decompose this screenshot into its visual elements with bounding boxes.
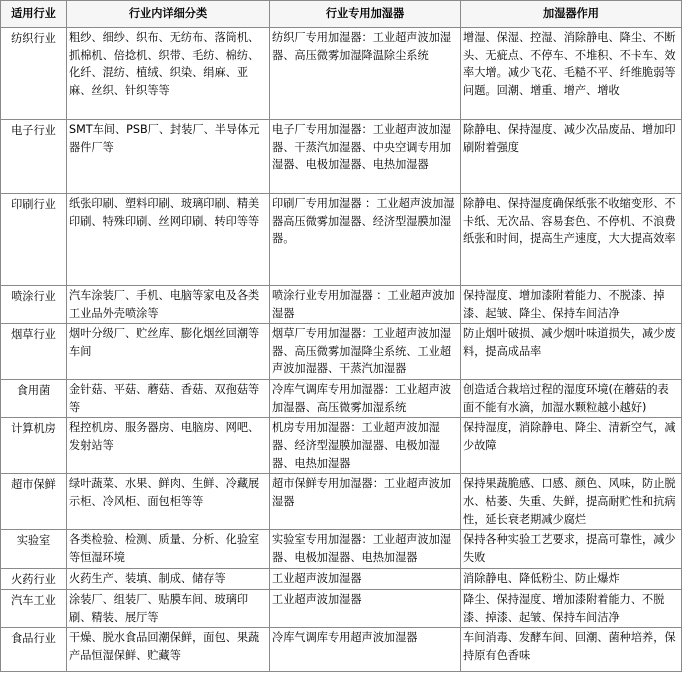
industry-cell: 喷涂行业 <box>1 286 67 324</box>
table-header-row <box>1 1 682 28</box>
effect-cell: 降尘、保持湿度、增加漆附着能力、不脱漆、掉漆、起皱、保持车间洁净 <box>461 590 682 628</box>
industry-cell: 食用菌 <box>1 380 67 418</box>
effect-cell: 消除静电、降低粉尘、防止爆炸 <box>461 568 682 590</box>
humidifier-cell: 纺织厂专用加湿器：工业超声波加湿器、高压微雾加湿降温除尘系统 <box>270 28 461 120</box>
subcategory-cell: 汽车涂装厂、手机、电脑等家电及各类工业品外壳喷涂等 <box>67 286 270 324</box>
table-row <box>1 28 682 120</box>
subcategory-cell: 干燥、脱水食品回潮保鲜，面包、果蔬产品恒湿保鲜、贮藏等 <box>67 628 270 672</box>
effect-cell: 保持湿度、增加漆附着能力、不脱漆、掉漆、起皱、降尘、保持车间洁净 <box>461 286 682 324</box>
subcategory-cell: 涂装厂、组装厂、贴膜车间、玻璃印刷、精装、展厅等 <box>67 590 270 628</box>
humidifier-cell: 超市保鲜专用加湿器：工业超声波加湿器 <box>270 474 461 530</box>
header-subcategory: 行业内详细分类 <box>67 1 270 28</box>
table-row <box>1 120 682 194</box>
table-row <box>1 530 682 568</box>
table-row <box>1 590 682 628</box>
humidifier-cell: 工业超声波加湿器 <box>270 590 461 628</box>
table-row <box>1 324 682 380</box>
humidifier-cell: 冷库气调库专用加湿器：工业超声波加湿器、高压微雾加湿系统 <box>270 380 461 418</box>
effect-cell: 车间消毒、发酵车间、回潮、菌种培养，保持原有色香味 <box>461 628 682 672</box>
header-effect: 加湿器作用 <box>461 1 682 28</box>
effect-cell: 除静电、保持湿度、减少次品废品、增加印刷附着强度 <box>461 120 682 194</box>
industry-cell: 食品行业 <box>1 628 67 672</box>
humidifier-cell: 工业超声波加湿器 <box>270 568 461 590</box>
humidifier-cell: 喷涂行业专用加湿器 ：工业超声波加湿器 <box>270 286 461 324</box>
table-row <box>1 194 682 286</box>
effect-cell: 防止烟叶破损、减少烟叶味道损失，减少废料，提高成品率 <box>461 324 682 380</box>
humidifier-cell: 电子厂专用加湿器：工业超声波加湿器、干蒸汽加湿器、中央空调专用加湿器、电极加湿器、电热加湿器 <box>270 120 461 194</box>
industry-cell: 计算机房 <box>1 418 67 474</box>
industry-cell: 烟草行业 <box>1 324 67 380</box>
table-row <box>1 568 682 590</box>
table-row <box>1 286 682 324</box>
industry-cell: 超市保鲜 <box>1 474 67 530</box>
industry-cell: 汽车工业 <box>1 590 67 628</box>
subcategory-cell: 绿叶蔬菜、水果、鲜肉、生鲜、冷藏展示柜、冷风柜、面包柜等等 <box>67 474 270 530</box>
table-row <box>1 418 682 474</box>
industry-cell: 电子行业 <box>1 120 67 194</box>
subcategory-cell: 金针菇、平菇、蘑菇、香菇、双孢菇等等 <box>67 380 270 418</box>
subcategory-cell: 火药生产、装填、制成、储存等 <box>67 568 270 590</box>
effect-cell: 增湿、保湿、控湿、消除静电、降尘、不断头、无疵点、不停车、不堆积、不卡车、效率大增。减少飞花、毛糙不平、纤维脆弱等问题。回潮、增重、增产、增收 <box>461 28 682 120</box>
industry-cell: 火药行业 <box>1 568 67 590</box>
industry-cell: 印刷行业 <box>1 194 67 286</box>
header-industry: 适用行业 <box>1 1 67 28</box>
subcategory-cell: 各类检验、检测、质量、分析、化验室等恒湿环境 <box>67 530 270 568</box>
table-row <box>1 380 682 418</box>
effect-cell: 除静电、保持湿度确保纸张不收缩变形、不卡纸、无次品、容易套色、不停机、不浪费纸张和时间，提高生产速度，大大提高效率 <box>461 194 682 286</box>
industry-cell: 实验室 <box>1 530 67 568</box>
subcategory-cell: 烟叶分级厂、贮丝库、膨化烟丝回潮等车间 <box>67 324 270 380</box>
effect-cell: 保持湿度，消除静电、降尘、清新空气，减少故障 <box>461 418 682 474</box>
effect-cell: 创造适合栽培过程的湿度环境(在蘑菇的表面不能有水滴，加湿水颗粒越小越好) <box>461 380 682 418</box>
industry-cell: 纺织行业 <box>1 28 67 120</box>
subcategory-cell: SMT车间、PSB厂、封装厂、半导体元器件厂等 <box>67 120 270 194</box>
effect-cell: 保持果蔬脆感、口感、颜色、风味，防止脱水、枯萎、失重、失鲜，提高耐贮性和抗病性，延长衰老期减少腐烂 <box>461 474 682 530</box>
subcategory-cell: 纸张印刷、塑料印刷、玻璃印刷、精美印刷、特殊印刷、丝网印刷、转印等等 <box>67 194 270 286</box>
effect-cell: 保持各种实验工艺要求，提高可靠性，减少失败 <box>461 530 682 568</box>
humidifier-cell: 机房专用加湿器：工业超声波加湿器、经济型湿膜加湿器、电极加湿器、电热加湿器 <box>270 418 461 474</box>
humidifier-cell: 冷库气调库专用超声波加湿器 <box>270 628 461 672</box>
humidifier-cell: 实验室专用加湿器：工业超声波加湿器、电极加湿器、电热加湿器 <box>270 530 461 568</box>
table-row <box>1 474 682 530</box>
header-humidifier: 行业专用加湿器 <box>270 1 461 28</box>
humidifier-cell: 烟草厂专用加湿器：工业超声波加湿器、高压微雾加湿降尘系统、工业超声波加湿器、干蒸汽加湿器 <box>270 324 461 380</box>
humidifier-cell: 印刷厂专用加湿器 ：工业超声波加湿器高压微雾加湿器、经济型湿膜加湿器。 <box>270 194 461 286</box>
subcategory-cell: 程控机房、服务器房、电脑房、网吧、发射站等 <box>67 418 270 474</box>
table-row <box>1 628 682 672</box>
subcategory-cell: 粗纱、细纱、织布、无纺布、落筒机、抓棉机、倍捻机、织带、毛纺、棉纺、化纤、混纺、植绒、织染、绢麻、亚麻、丝织、针织等等 <box>67 28 270 120</box>
